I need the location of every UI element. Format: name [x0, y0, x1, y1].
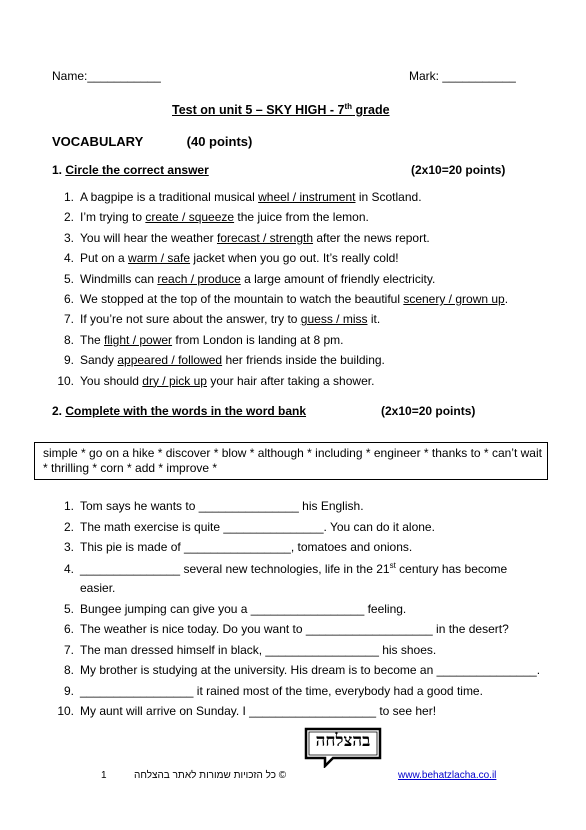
item-number: 10. — [57, 704, 74, 718]
item-text-before: You should — [80, 373, 143, 388]
mark-label-text: Mark: — [409, 69, 443, 83]
item-options[interactable]: create / squeeze — [145, 210, 235, 225]
part2-item — [52, 581, 115, 595]
item-number: 6. — [63, 622, 74, 636]
part1-heading — [52, 163, 209, 177]
item-number: 7. — [63, 642, 74, 657]
item-text-before: Put on a — [80, 251, 129, 266]
part2-item — [52, 602, 406, 616]
part1-item — [52, 333, 344, 347]
part1-item — [52, 353, 385, 367]
item-number: 4. — [63, 251, 74, 266]
item-number: 8. — [63, 332, 74, 347]
item-sentence: _______________ several new technologies, life in the 21 — [80, 561, 390, 576]
item-sentence: The math exercise is quite _______________. You can do it alone. — [80, 519, 435, 534]
item-number: 9. — [63, 353, 74, 368]
item-text-after: it. — [367, 312, 381, 327]
part1-item — [52, 251, 399, 265]
part2-item — [52, 520, 435, 534]
part2-title: Complete with the words in the word bank — [65, 404, 307, 418]
part1-item — [52, 292, 508, 306]
item-text-after: the juice from the lemon. — [234, 210, 369, 225]
item-text-before: Sandy — [80, 353, 118, 368]
part2-item — [52, 540, 412, 554]
item-text-after: her friends inside the building. — [222, 353, 385, 368]
part2-item — [52, 704, 436, 718]
item-number: 8. — [63, 663, 74, 677]
item-sentence: This pie is made of ________________, tomatoes and onions. — [80, 540, 413, 554]
part1-item — [52, 190, 422, 204]
item-options[interactable]: reach / produce — [157, 271, 241, 286]
item-sentence-after: century has become — [395, 561, 508, 576]
word-bank-line-1: simple * go on a hike * discover * blow * although * including * engineer * thanks to * can’t wait — [43, 446, 542, 460]
part1-item — [52, 272, 435, 286]
item-text-after: in Scotland. — [355, 190, 422, 204]
name-blank: ___________ — [87, 69, 161, 83]
item-text-after: your hair after taking a shower. — [206, 373, 375, 388]
name-label — [52, 69, 161, 83]
part2-item — [52, 684, 483, 698]
part1-number: 1. — [52, 163, 63, 177]
item-number: 3. — [63, 540, 74, 554]
item-sentence: The man dressed himself in black, _________________ his shoes. — [80, 642, 437, 657]
item-number: 5. — [63, 601, 74, 616]
behatzlacha-logo — [303, 726, 383, 768]
logo-text: בהצלחה — [315, 731, 371, 751]
section-heading — [52, 134, 252, 149]
item-sentence: easier. — [80, 581, 116, 595]
item-text-before: If you’re not sure about the answer, try to — [80, 312, 301, 327]
part1-points: (2x10=20 points) — [411, 163, 506, 177]
footer-website-link[interactable]: www.behatzlacha.co.il — [398, 770, 497, 781]
item-text-before: You will hear the weather — [80, 230, 217, 245]
item-sentence: My brother is studying at the university. His dream is to become an _______________. — [80, 663, 541, 677]
part2-item — [52, 499, 364, 513]
item-options[interactable]: warm / safe — [128, 251, 191, 266]
item-number: 4. — [63, 561, 74, 576]
part2-item — [52, 622, 509, 636]
item-text-after: jacket when you go out. It’s really cold! — [190, 251, 399, 266]
item-number: 10. — [57, 373, 74, 388]
part2-item — [52, 561, 507, 576]
item-number: 7. — [63, 312, 74, 327]
part2-item — [52, 643, 436, 657]
title-sup: th — [344, 102, 353, 111]
item-text-before: A bagpipe is a traditional musical — [80, 190, 259, 204]
item-text-after: . — [504, 292, 509, 306]
part2-item — [52, 663, 540, 677]
item-options[interactable]: guess / miss — [300, 312, 368, 327]
item-sentence: The weather is nice today. Do you want to ___________________ in the desert? — [80, 622, 509, 636]
item-options[interactable]: wheel / instrument — [258, 190, 356, 204]
copyright-text: © כל הזכויות שמורות לאתר בהצלחה — [134, 770, 287, 781]
word-bank — [34, 442, 548, 480]
part1-item — [52, 231, 430, 245]
item-number: 3. — [63, 230, 74, 245]
part1-item — [52, 312, 380, 326]
item-number: 2. — [63, 210, 74, 225]
part2-points: (2x10=20 points) — [381, 404, 476, 418]
item-sup: st — [389, 560, 396, 570]
title-main: Test on unit 5 – SKY HIGH - 7 — [172, 103, 345, 118]
item-number: 2. — [63, 519, 74, 534]
item-options[interactable]: dry / pick up — [142, 373, 207, 388]
mark-blank: ___________ — [442, 69, 516, 83]
item-options[interactable]: flight / power — [104, 332, 173, 347]
item-text-before: The — [80, 332, 105, 347]
part2-heading — [52, 404, 306, 418]
item-sentence: Bungee jumping can give you a _________________ feeling. — [80, 601, 407, 616]
word-bank-line-2: * thrilling * corn * add * improve * — [43, 461, 218, 475]
item-number: 1. — [63, 499, 74, 513]
item-text-before: We stopped at the top of the mountain to watch the beautiful — [80, 292, 404, 306]
part1-title: Circle the correct answer — [65, 163, 209, 177]
item-number: 9. — [63, 683, 74, 698]
section-points: (40 points) — [186, 134, 253, 149]
item-text-before: I’m trying to — [80, 210, 146, 225]
item-options[interactable]: forecast / strength — [216, 230, 314, 245]
mark-label — [409, 69, 516, 83]
item-sentence: My aunt will arrive on Sunday. I ___________________ to see her! — [80, 704, 437, 718]
item-text-before: Windmills can — [80, 271, 158, 286]
item-number: 1. — [63, 190, 74, 204]
item-sentence: Tom says he wants to _______________ his English. — [80, 499, 364, 513]
item-text-after: from London is landing at 8 pm. — [172, 332, 344, 347]
item-number: 5. — [63, 271, 74, 286]
name-label-text: Name: — [52, 69, 88, 83]
part2-number: 2. — [52, 404, 63, 418]
item-number: 6. — [63, 292, 74, 306]
part1-item — [52, 374, 374, 388]
page-number: 1 — [101, 770, 107, 781]
item-text-after: a large amount of friendly electricity. — [240, 271, 436, 286]
item-options[interactable]: scenery / grown up — [403, 292, 505, 306]
item-text-after: after the news report. — [313, 230, 430, 245]
part1-item — [52, 210, 369, 224]
test-title — [172, 102, 390, 117]
title-rest: grade — [352, 103, 390, 118]
section-label: VOCABULARY — [52, 134, 144, 149]
item-options[interactable]: appeared / followed — [117, 353, 223, 368]
item-sentence: _________________ it rained most of the time, everybody had a good time. — [80, 683, 483, 698]
